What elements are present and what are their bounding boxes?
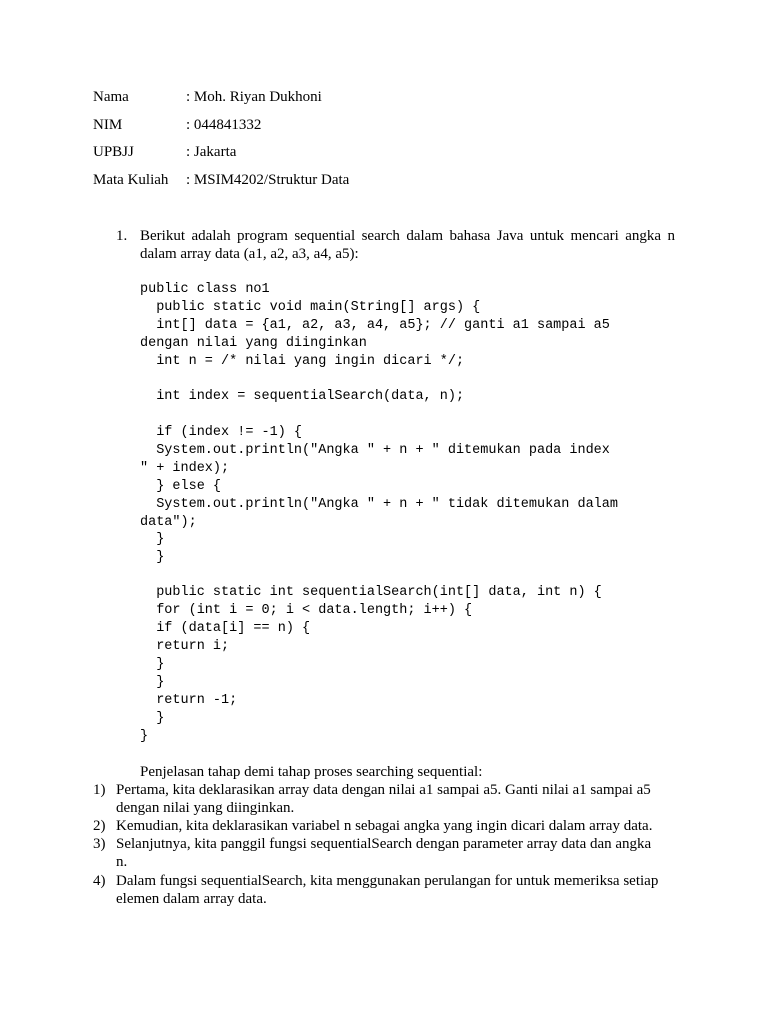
list-item-text: Dalam fungsi sequentialSearch, kita menggunakan perulangan for untuk memeriksa setiap [116, 873, 659, 889]
nama-label: Nama [93, 89, 129, 105]
upbjj-label: UPBJJ [93, 144, 134, 160]
mata-kuliah-label: Mata Kuliah [93, 172, 169, 188]
code-line: if (index != -1) { [140, 425, 303, 440]
list-item-number: 2) [93, 818, 106, 834]
code-line: int[] data = {a1, a2, a3, a4, a5}; // ganti a1 sampai a5 [140, 318, 610, 333]
upbjj-value: : Jakarta [186, 144, 237, 160]
code-line: dengan nilai yang diinginkan [140, 336, 367, 351]
code-line: } [140, 729, 149, 744]
list-item-text: elemen dalam array data. [116, 891, 267, 907]
code-line: } [140, 657, 165, 672]
nim-value: : 044841332 [186, 117, 262, 133]
list-item-text: Kemudian, kita deklarasikan variabel n sebagai angka yang ingin dicari dalam array data. [116, 818, 653, 834]
code-line: int index = sequentialSearch(data, n); [140, 389, 465, 404]
nim-label: NIM [93, 117, 123, 133]
code-line: System.out.println("Angka " + n + " ditemukan pada index [140, 443, 610, 458]
code-line: if (data[i] == n) { [140, 621, 311, 636]
question-text-line-2: dalam array data (a1, a2, a3, a4, a5): [140, 246, 359, 262]
explanation-intro: Penjelasan tahap demi tahap proses searching sequential: [140, 764, 483, 780]
list-item-text: Pertama, kita deklarasikan array data dengan nilai a1 sampai a5. Ganti nilai a1 sampai a5 [116, 782, 651, 798]
code-line: System.out.println("Angka " + n + " tidak ditemukan dalam [140, 497, 618, 512]
code-line: " + index); [140, 461, 230, 476]
code-line: } [140, 711, 165, 726]
code-line: public static void main(String[] args) { [140, 300, 481, 315]
code-line: return -1; [140, 693, 238, 708]
code-line: } [140, 675, 165, 690]
code-line: int n = /* nilai yang ingin dicari */; [140, 354, 465, 369]
list-item-text: Selanjutnya, kita panggil fungsi sequentialSearch dengan parameter array data dan angka [116, 836, 652, 852]
list-item-text: n. [116, 854, 128, 870]
list-item-number: 1) [93, 782, 106, 798]
list-item-number: 3) [93, 836, 106, 852]
code-line: } [140, 532, 165, 547]
code-line: public static int sequentialSearch(int[] data, int n) { [140, 585, 602, 600]
question-text-line-1: Berikut adalah program sequential search dalam bahasa Java untuk mencari angka n [140, 228, 675, 244]
code-line: } [140, 550, 165, 565]
code-line: data"); [140, 515, 197, 530]
code-line: for (int i = 0; i < data.length; i++) { [140, 603, 473, 618]
question-number: 1. [116, 228, 128, 244]
list-item-number: 4) [93, 873, 106, 889]
code-line: } else { [140, 479, 222, 494]
code-line: public class no1 [140, 282, 270, 297]
nama-value: : Moh. Riyan Dukhoni [186, 89, 322, 105]
mata-kuliah-value: : MSIM4202/Struktur Data [186, 172, 350, 188]
list-item-text: dengan nilai yang diinginkan. [116, 800, 295, 816]
code-line: return i; [140, 639, 230, 654]
